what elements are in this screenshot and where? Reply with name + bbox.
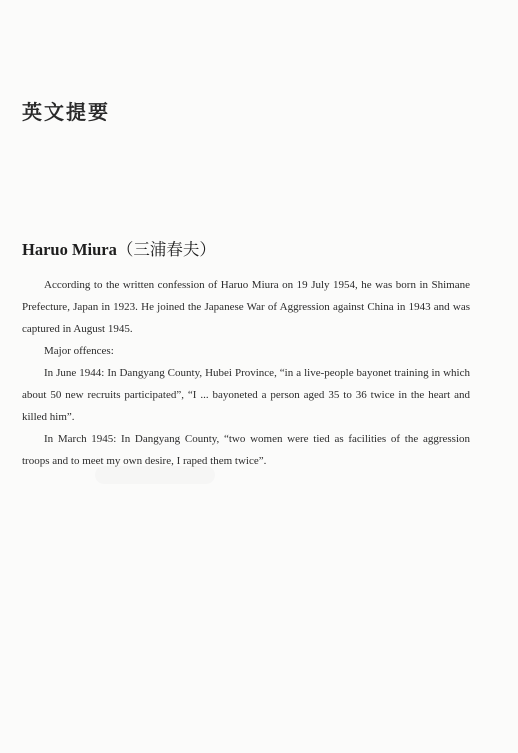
paragraph-offence-1945: In March 1945: In Dangyang County, “two women were tied as facilities of the aggression troops and to meet my own desire, I raped them twice”. — [22, 433, 470, 467]
entry-name: Haruo Miura — [22, 240, 117, 259]
entry-chinese-name: （三浦春夫） — [116, 240, 216, 259]
paragraph-offences-label: Major offences: — [44, 345, 114, 357]
entry-body — [22, 274, 470, 472]
paragraph-confession: According to the written confession of Haruo Miura on 19 July 1954, he was born in Shimane Prefecture, Japan in 1923. He joined the Japanese War of Aggression against China in 1943 and was captured in August 1945. — [22, 279, 470, 335]
section-title: 英文提要 — [22, 100, 110, 124]
paragraph-offence-1944: In June 1944: In Dangyang County, Hubei Province, “in a live-people bayonet training in which about 50 new recruits participated”, “I ... bayoneted a person aged 35 to 36 twice in the heart and killed him”. — [22, 367, 470, 423]
paper-smudge — [95, 466, 215, 484]
entry-heading — [22, 236, 216, 260]
